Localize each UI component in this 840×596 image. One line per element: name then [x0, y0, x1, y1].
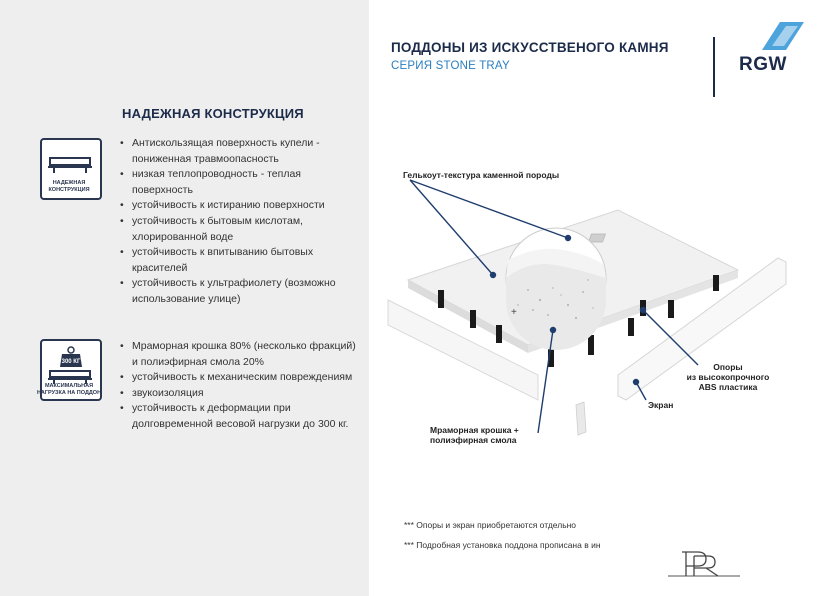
gelcoat-callout: Гелькоут-текстура каменной породы [403, 170, 560, 180]
section-title: НАДЕЖНАЯ КОНСТРУКЦИЯ [122, 106, 304, 121]
supports-callout: Опоры из высокопрочного ABS пластика [686, 362, 770, 392]
max-load-badge-caption: МАКСИМАЛЬНАЯ НАГРУЗКА НА ПОДДОН [36, 383, 102, 396]
page-title: ПОДДОНЫ ИЗ ИСКУССТВЕНОГО КАМНЯ [391, 40, 669, 55]
list-item: • устойчивость к механическим повреждениям [120, 370, 360, 386]
shower-tray-illustration [378, 150, 818, 450]
list-item: • устойчивость к деформации при долговременной весовой нагрузки до 300 кг. [120, 401, 360, 432]
corner-piece [576, 402, 586, 435]
list-item: • устойчивость к впитыванию бытовых красителей [120, 245, 360, 276]
list-item: • низкая теплопроводность - теплая поверхность [120, 167, 360, 198]
screen-callout: Экран [648, 400, 674, 410]
brand-logo-text: RGW [739, 54, 787, 75]
footnote-supports: *** Опоры и экран приобретаются отдельно [404, 520, 577, 530]
header-divider [713, 37, 715, 97]
page-subtitle: СЕРИЯ STONE TRAY [391, 60, 510, 72]
construction-badge-caption: НАДЕЖНАЯ КОНСТРУКЦИЯ [48, 180, 90, 193]
marble-callout: Мраморная крошка + полиэфирная смола [430, 425, 519, 445]
list-item: • звукоизоляция [120, 386, 360, 402]
weight-label: 300 КГ [61, 359, 81, 365]
list-item: • Мраморная крошка 80% (несколько фракций) и полиэфирная смола 20% [120, 339, 360, 370]
list-item: • устойчивость к ультрафиолету (возможно использование улице) [120, 276, 360, 307]
material-features-list [120, 339, 360, 433]
list-item: • устойчивость к истиранию поверхности [120, 198, 360, 214]
list-item: • Антискользящая поверхность купели - пониженная травмоопасность [120, 136, 360, 167]
footnote-installation: *** Подробная установка поддона прописана в ин [404, 540, 601, 550]
drain-icon [589, 234, 606, 242]
construction-features-list [120, 136, 360, 308]
list-item: • устойчивость к бытовым кислотам, хлорированной воде [120, 214, 360, 245]
watermark-logo-icon [668, 544, 740, 584]
svg-text:+: + [511, 307, 517, 318]
